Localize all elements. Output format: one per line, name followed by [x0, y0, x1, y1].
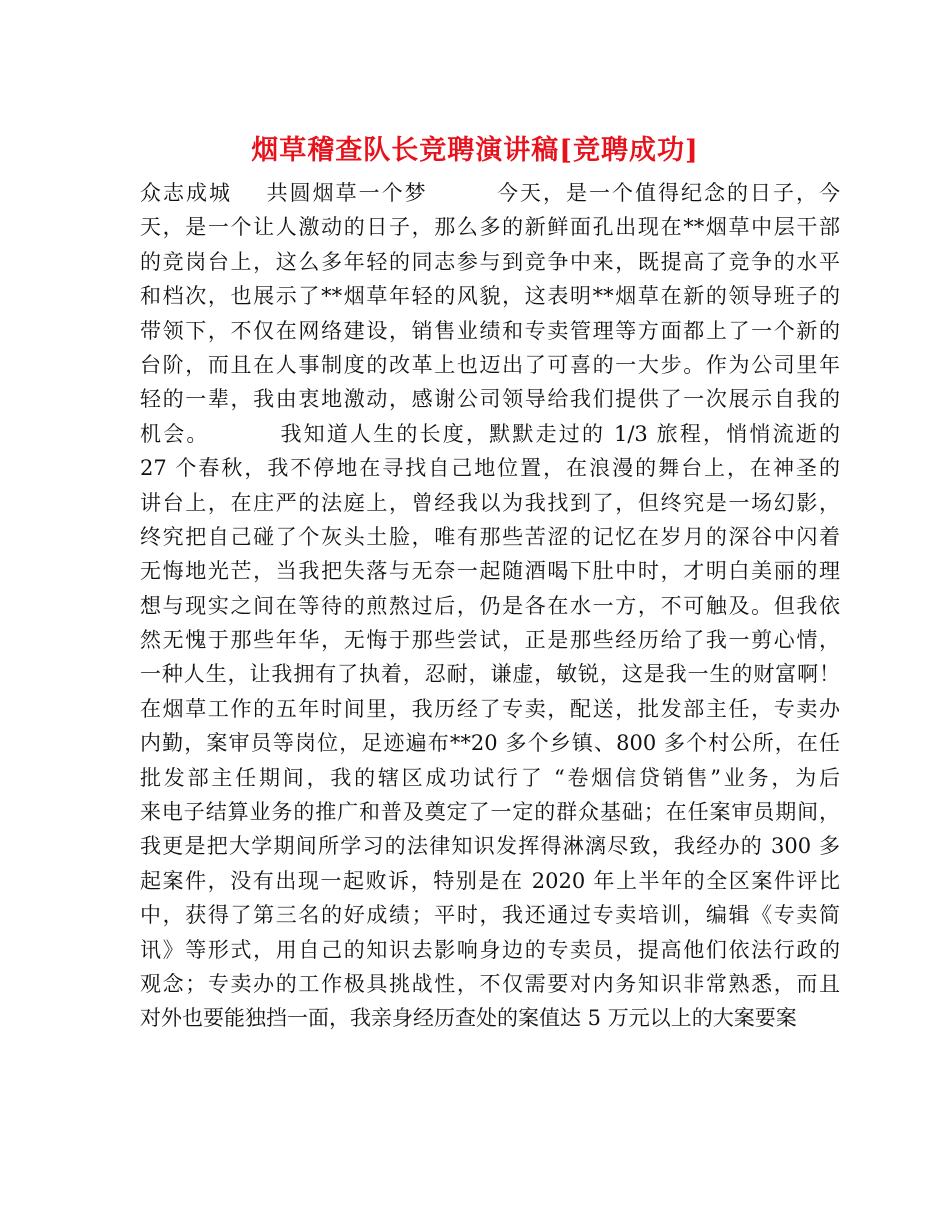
- body-line: 起案件，没有出现一起败诉，特别是在 2020 年上半年的全区案件评比: [140, 868, 840, 893]
- body-line: 然无愧于那些年华，无悔于那些尝试，正是那些经历给了我一剪心情，: [140, 628, 840, 653]
- document-body: [140, 176, 840, 1036]
- body-line: 终究把自己碰了个灰头土脸，唯有那些苦涩的记忆在岁月的深谷中闪着: [140, 524, 840, 549]
- body-line: 轻的一辈，我由衷地激动，感谢公司领导给我们提供了一次展示自我的: [140, 387, 840, 412]
- body-line: 想与现实之间在等待的煎熬过后，仍是各在水一方，不可触及。但我依: [140, 593, 840, 618]
- body-line: 天，是一个让人激动的日子，那么多的新鲜面孔出现在**烟草中层干部: [140, 215, 840, 240]
- body-line: 我更是把大学期间所学习的法律知识发挥得淋漓尽致，我经办的 300 多: [140, 834, 840, 859]
- body-line: 来电子结算业务的推广和普及奠定了一定的群众基础；在任案审员期间，: [140, 800, 840, 825]
- body-line: 内勤，案审员等岗位，足迹遍布**20 多个乡镇、800 多个村公所，在任: [140, 731, 840, 756]
- body-line: 带领下，不仅在网络建设，销售业绩和专卖管理等方面都上了一个新的: [140, 318, 840, 343]
- body-line: 观念；专卖办的工作极具挑战性，不仅需要对内务知识非常熟悉，而且: [140, 971, 840, 996]
- body-line: 中，获得了第三名的好成绩；平时，我还通过专卖培训，编辑《专卖简: [140, 903, 840, 928]
- body-line: 和档次，也展示了**烟草年轻的风貌，这表明**烟草在新的领导班子的: [140, 284, 840, 309]
- body-line: 在烟草工作的五年时间里，我历经了专卖，配送，批发部主任，专卖办: [140, 696, 840, 721]
- body-line: 批发部主任期间，我的辖区成功试行了 “卷烟信贷销售”业务，为后: [140, 765, 840, 790]
- body-line: 台阶，而且在人事制度的改革上也迈出了可喜的一大步。作为公司里年: [140, 352, 840, 377]
- body-line: 无悔地光芒，当我把失落与无奈一起随酒喝下肚中时，才明白美丽的理: [140, 559, 840, 584]
- body-line: 众志成城 共圆烟草一个梦 今天，是一个值得纪念的日子，今: [140, 181, 840, 205]
- body-line: 的竞岗台上，这么多年轻的同志参与到竞争中来，既提高了竞争的水平: [140, 249, 840, 274]
- body-line: 一种人生，让我拥有了执着，忍耐，谦虚，敏锐，这是我一生的财富啊！: [140, 662, 840, 687]
- body-line: 讲台上，在庄严的法庭上，曾经我以为我找到了，但终究是一场幻影，: [140, 490, 840, 515]
- body-line: 对外也要能独挡一面，我亲身经历查处的案值达 5 万元以上的大案要案: [140, 1006, 797, 1031]
- body-line: 讯》等形式，用自己的知识去影响身边的专卖员，提高他们依法行政的: [140, 937, 840, 962]
- document-title: 烟草稽查队长竞聘演讲稿[竞聘成功]: [251, 135, 699, 166]
- body-line: 机会。 我知道人生的长度，默默走过的 1/3 旅程，悄悄流逝的: [140, 421, 840, 446]
- body-line: 27 个春秋，我不停地在寻找自己地位置，在浪漫的舞台上，在神圣的: [140, 456, 840, 481]
